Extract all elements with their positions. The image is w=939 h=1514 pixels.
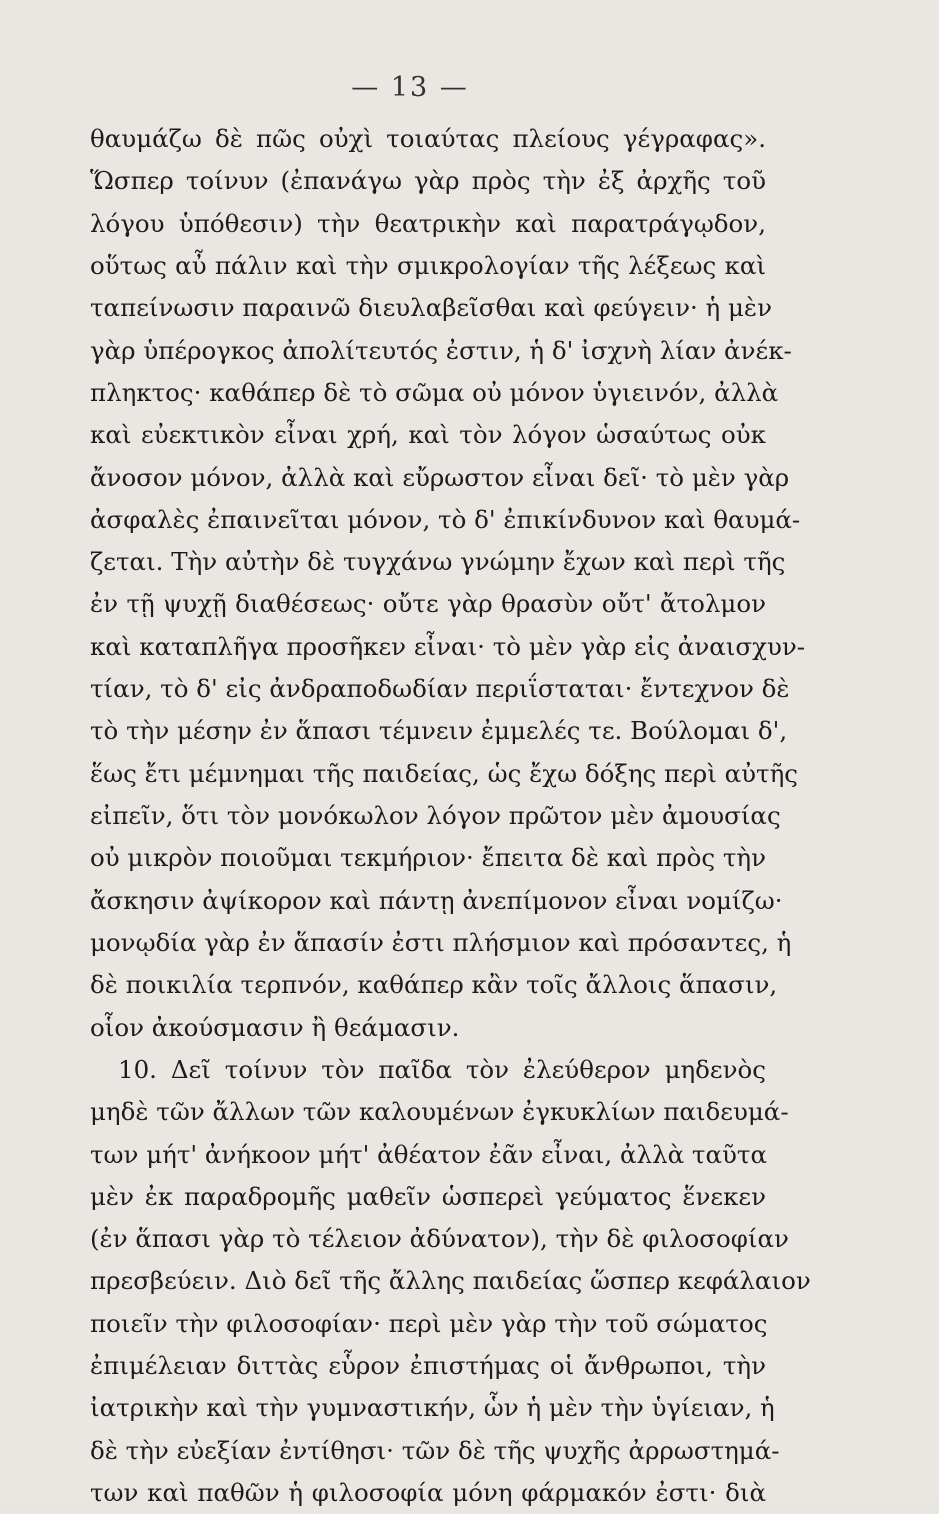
paragraph-end-line: οἷον ἀκούσμασιν ἢ θεάμασιν.: [90, 1012, 460, 1042]
text-line: ἐν τῇ ψυχῇ διαθέσεως· οὔτε γὰρ θρασὺν οὔτ' ἄτολμον: [90, 589, 766, 619]
text-line: τίαν, τὸ δ' εἰς ἀνδραποδωδίαν περιΐσταται· ἔντεχνον δὲ: [90, 674, 790, 704]
text-line: ἄσκησιν ἀψίκορον καὶ πάντῃ ἀνεπίμονον εἶναι νομίζω·: [90, 885, 783, 915]
text-line: των μήτ' ἀνήκοον μήτ' ἀθέατον ἐᾶν εἶναι, ἀλλὰ ταῦτα: [90, 1139, 768, 1169]
text-line: θαυμάζω δὲ πῶς οὐχὶ τοιαύτας πλείους γέγραφας».: [90, 124, 766, 153]
text-line: δὲ τὴν εὐεξίαν ἐντίθησι· τῶν δὲ τῆς ψυχῆς ἀρρωστημά-: [90, 1435, 780, 1465]
text-line: πληκτος· καθάπερ δὲ τὸ σῶμα οὐ μόνον ὑγιεινόν, ἀλλὰ: [90, 377, 779, 407]
text-line: ἄνοσον μόνον, ἀλλὰ καὶ εὔρωστον εἶναι δεῖ· τὸ μὲν γὰρ: [90, 462, 790, 492]
text-line: (ἐν ἅπασι γὰρ τὸ τέλειον ἀδύνατον), τὴν δὲ φιλοσοφίαν: [90, 1224, 789, 1254]
text-line: ἕως ἔτι μέμνημαι τῆς παιδείας, ὡς ἔχω δόξης περὶ αὐτῆς: [90, 758, 798, 788]
text-line: λόγου ὑπόθεσιν) τὴν θεατρικὴν καὶ παρατράγῳδον,: [90, 208, 766, 238]
text-line: μονῳδία γὰρ ἐν ἅπασίν ἐστι πλήσμιον καὶ πρόσαντες, ἡ: [90, 927, 792, 957]
text-line: δὲ ποικιλία τερπνόν, καθάπερ κἂν τοῖς ἄλλοις ἅπασιν,: [90, 970, 778, 1000]
text-line: ἀσφαλὲς ἐπαινεῖται μόνον, τὸ δ' ἐπικίνδυνον καὶ θαυμά-: [90, 504, 801, 534]
section-start-line: 10. Δεῖ τοίνυν τὸν παῖδα τὸν ἐλεύθερον μηδενὸς: [118, 1054, 766, 1084]
text-line: ποιεῖν τὴν φιλοσοφίαν· περὶ μὲν γὰρ τὴν τοῦ σώματος: [90, 1308, 768, 1338]
text-line: εἰπεῖν, ὅτι τὸν μονόκωλον λόγον πρῶτον μὲν ἀμουσίας: [90, 801, 781, 830]
text-line: μὲν ἐκ παραδρομῆς μαθεῖν ὡσπερεὶ γεύματος ἕνεκεν: [90, 1181, 766, 1211]
text-line: τὸ τὴν μέσην ἐν ἅπασι τέμνειν ἐμμελές τε. Βούλομαι δ',: [90, 716, 788, 746]
text-line: ταπείνωσιν παραινῶ διευλαβεῖσθαι καὶ φεύγειν· ἡ μὲν: [90, 293, 772, 323]
body-text: [90, 118, 811, 1514]
text-line: ἐπιμέλειαν διττὰς εὗρον ἐπιστήμας οἱ ἄνθρωποι, τὴν: [90, 1351, 766, 1381]
text-line: πρεσβεύειν. Διὸ δεῖ τῆς ἄλλης παιδείας ὥσπερ κεφάλαιον: [90, 1266, 811, 1296]
text-line: ἰατρικὴν καὶ τὴν γυμναστικήν, ὧν ἡ μὲν τὴν ὑγίειαν, ἡ: [90, 1393, 775, 1423]
page-number: — 13 —: [351, 72, 469, 103]
text-line: ζεται. Τὴν αὐτὴν δὲ τυγχάνω γνώμην ἔχων καὶ περὶ τῆς: [90, 547, 786, 577]
text-line: καὶ εὐεκτικὸν εἶναι χρή, καὶ τὸν λόγον ὡσαύτως οὐκ: [90, 420, 766, 450]
text-line: Ὥσπερ τοίνυν (ἐπανάγω γὰρ πρὸς τὴν ἐξ ἀρχῆς τοῦ: [90, 166, 766, 196]
text-line: γὰρ ὑπέρογκος ἀπολίτευτός ἐστιν, ἡ δ' ἰσχνὴ λίαν ἀνέκ-: [90, 335, 792, 365]
text-line: των καὶ παθῶν ἡ φιλοσοφία μόνη φάρμακόν ἐστι· διὰ: [90, 1478, 766, 1507]
text-line: καὶ καταπλῆγα προσῆκεν εἶναι· τὸ μὲν γὰρ εἰς ἀναισχυν-: [90, 631, 806, 661]
text-line: μηδὲ τῶν ἄλλων τῶν καλουμένων ἐγκυκλίων παιδευμά-: [90, 1097, 789, 1127]
text-line: οὐ μικρὸν ποιοῦμαι τεκμήριον· ἔπειτα δὲ καὶ πρὸς τὴν: [90, 843, 766, 873]
text-line: οὕτως αὖ πάλιν καὶ τὴν σμικρολογίαν τῆς λέξεως καὶ: [90, 250, 766, 280]
